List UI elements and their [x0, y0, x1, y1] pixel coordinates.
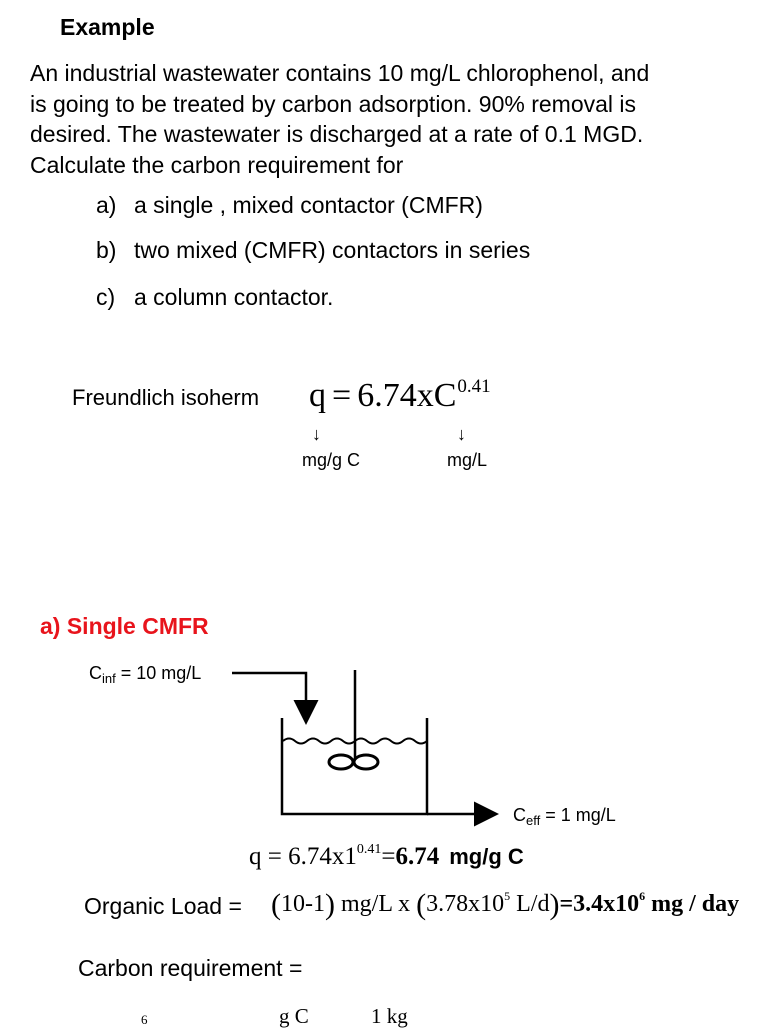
- problem-line: desired. The wastewater is discharged at a rate of 0.1 MGD.: [30, 121, 644, 147]
- option-text: a single , mixed contactor (CMFR): [134, 192, 483, 218]
- down-arrow-icon: ↓: [457, 424, 466, 444]
- option-label: b): [96, 237, 117, 263]
- partial-numerator-kg: 1 kg: [371, 1004, 408, 1028]
- isotherm-label: Freundlich isoherm: [72, 385, 260, 410]
- organic-load-equation: (10-1) mg/L x ($3.78x10^5$ $L/d)=3.4x10^6$ mg / day: [271, 888, 740, 921]
- option-text: a column contactor.: [134, 284, 334, 310]
- unit-q-label: mg/g C: [302, 450, 361, 470]
- eq-coef: 6.74xC: [357, 377, 457, 414]
- section-a-heading: a) Single CMFR: [40, 613, 209, 639]
- eq-lhs: q: [309, 377, 326, 414]
- unit-c-label: mg/L: [447, 450, 488, 470]
- down-arrow-icon: ↓: [312, 424, 321, 444]
- effluent-label: $C_{eff} = 1$ mg/L: [513, 805, 616, 828]
- eq-equals: =: [332, 377, 352, 414]
- partial-exponent: 6: [141, 1012, 148, 1027]
- partial-numerator-gc: g C: [279, 1004, 309, 1028]
- eq-exponent: 0.41: [457, 376, 491, 397]
- option-label: a): [96, 192, 117, 218]
- influent-pipe: [232, 673, 306, 720]
- option-label: c): [96, 284, 116, 310]
- example-title: Example: [60, 14, 155, 40]
- problem-line: An industrial wastewater contains 10 mg/L chlorophenol, and: [30, 60, 650, 86]
- organic-load-label: Organic Load =: [84, 893, 242, 919]
- q-calculation: $q = 6.74x1^{0.41}=6.74$ mg/g C: [249, 842, 524, 870]
- carbon-requirement-label: Carbon requirement =: [78, 955, 303, 981]
- problem-line: Calculate the carbon requirement for: [30, 151, 404, 178]
- mixer-impeller: [354, 755, 378, 769]
- problem-line: is going to be treated by carbon adsorption. 90% removal is: [30, 90, 637, 117]
- option-text: two mixed (CMFR) contactors in series: [134, 237, 531, 263]
- mixer-impeller: [329, 755, 353, 769]
- influent-label: $C_{inf} = 10$ mg/L: [89, 663, 202, 686]
